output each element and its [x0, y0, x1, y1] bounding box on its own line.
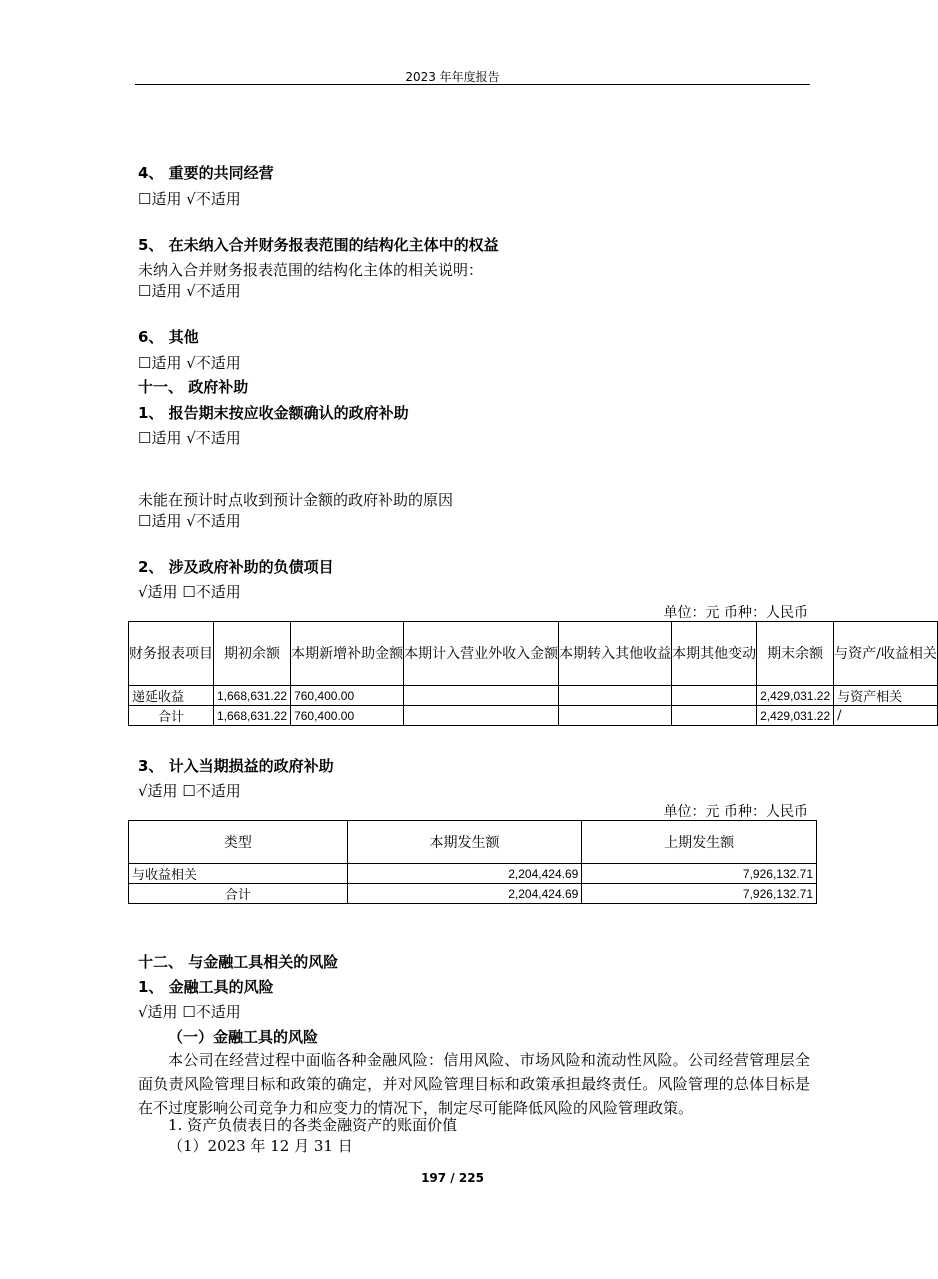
- grant-2-applicability: √适用 ☐不适用: [138, 583, 241, 601]
- table-cell: 与收益相关: [129, 864, 348, 884]
- profit-loss-grants-table: [128, 820, 817, 904]
- risk-1-item-1: 1. 资产负债表日的各类金融资产的账面价值: [168, 1116, 458, 1134]
- table-cell: [559, 706, 672, 726]
- table-cell: 递延收益: [129, 686, 214, 706]
- section-5-note: 未纳入合并财务报表范围的结构化主体的相关说明：: [138, 261, 484, 279]
- table-cell: [672, 686, 757, 706]
- grant-3-unit: 单位：元 币种：人民币: [663, 804, 808, 820]
- table-row: [129, 884, 817, 904]
- table-cell: 2,429,031.22: [757, 686, 834, 706]
- grant-2-unit: 单位：元 币种：人民币: [663, 605, 808, 621]
- col-header: 类型: [129, 821, 348, 864]
- table-cell: 1,668,631.22: [214, 706, 291, 726]
- col-header: 本期新增补助金额: [291, 622, 404, 686]
- col-header: 与资产/收益相关: [834, 622, 938, 686]
- grant-1-reason-applicability: ☐适用 √不适用: [138, 512, 241, 530]
- table-cell: [559, 686, 672, 706]
- grant-1-reason: 未能在预计时点收到预计金额的政府补助的原因: [138, 491, 454, 509]
- section-5-title: 5、 在未纳入合并财务报表范围的结构化主体中的权益: [138, 236, 499, 254]
- table-row: [129, 686, 938, 706]
- table-cell: [404, 686, 559, 706]
- table-cell: 1,668,631.22: [214, 686, 291, 706]
- header-divider: [135, 84, 810, 85]
- col-header: 财务报表项目: [129, 622, 214, 686]
- table-row: [129, 864, 817, 884]
- table-header-row: [129, 821, 817, 864]
- risk-1-item-1a: （1）2023 年 12 月 31 日: [168, 1137, 353, 1155]
- table-cell: 2,204,424.69: [347, 864, 582, 884]
- risk-1-title: 1、 金融工具的风险: [138, 978, 274, 996]
- table-cell: 760,400.00: [291, 706, 404, 726]
- table-cell: [672, 706, 757, 726]
- grant-3-applicability: √适用 ☐不适用: [138, 782, 241, 800]
- grant-1-title: 1、 报告期末按应收金额确认的政府补助: [138, 404, 409, 422]
- col-header: 期初余额: [214, 622, 291, 686]
- section-6-title: 6、 其他: [138, 328, 199, 346]
- chapter-12-title: 十二、 与金融工具相关的风险: [138, 953, 339, 971]
- table-cell: 与资产相关: [834, 686, 938, 706]
- col-header: 本期发生额: [347, 821, 582, 864]
- col-header: 本期转入其他收益: [559, 622, 672, 686]
- table-header-row: [129, 622, 938, 686]
- section-5-applicability: ☐适用 √不适用: [138, 282, 241, 300]
- liability-grants-table: [128, 621, 938, 726]
- risk-1-subtitle: （一）金融工具的风险: [168, 1028, 319, 1046]
- table-cell: 2,204,424.69: [347, 884, 582, 904]
- col-header: 期末余额: [757, 622, 834, 686]
- page-number: 197 / 225: [421, 1171, 484, 1185]
- table-cell: 合计: [129, 706, 214, 726]
- table-cell: 2,429,031.22: [757, 706, 834, 726]
- table-cell: 760,400.00: [291, 686, 404, 706]
- section-4-applicability: ☐适用 √不适用: [138, 190, 241, 208]
- table-cell: 7,926,132.71: [582, 864, 817, 884]
- page-header-title: 2023 年年度报告: [405, 70, 500, 84]
- section-4-title: 4、 重要的共同经营: [138, 164, 274, 182]
- chapter-11-title: 十一、 政府补助: [138, 378, 249, 396]
- col-header: 本期其他变动: [672, 622, 757, 686]
- risk-1-applicability: √适用 ☐不适用: [138, 1003, 241, 1021]
- col-header: 上期发生额: [582, 821, 817, 864]
- table-row: [129, 706, 938, 726]
- section-6-applicability: ☐适用 √不适用: [138, 354, 241, 372]
- table-cell: /: [834, 706, 938, 726]
- grant-1-applicability: ☐适用 √不适用: [138, 429, 241, 447]
- grant-2-title: 2、 涉及政府补助的负债项目: [138, 558, 334, 576]
- table-cell: 合计: [129, 884, 348, 904]
- table-cell: [404, 706, 559, 726]
- col-header: 本期计入营业外收入金额: [404, 622, 559, 686]
- grant-3-title: 3、 计入当期损益的政府补助: [138, 757, 334, 775]
- table-cell: 7,926,132.71: [582, 884, 817, 904]
- risk-1-paragraph: 本公司在经营过程中面临各种金融风险：信用风险、市场风险和流动性风险。公司经营管理层全面负责风险管理目标和政策的确定，并对风险管理目标和政策承担最终责任。风险管理的总体目标是在不过度影响公司竞争力和应变力的情况下，制定尽可能降低风险的风险管理政策。: [138, 1051, 810, 1117]
